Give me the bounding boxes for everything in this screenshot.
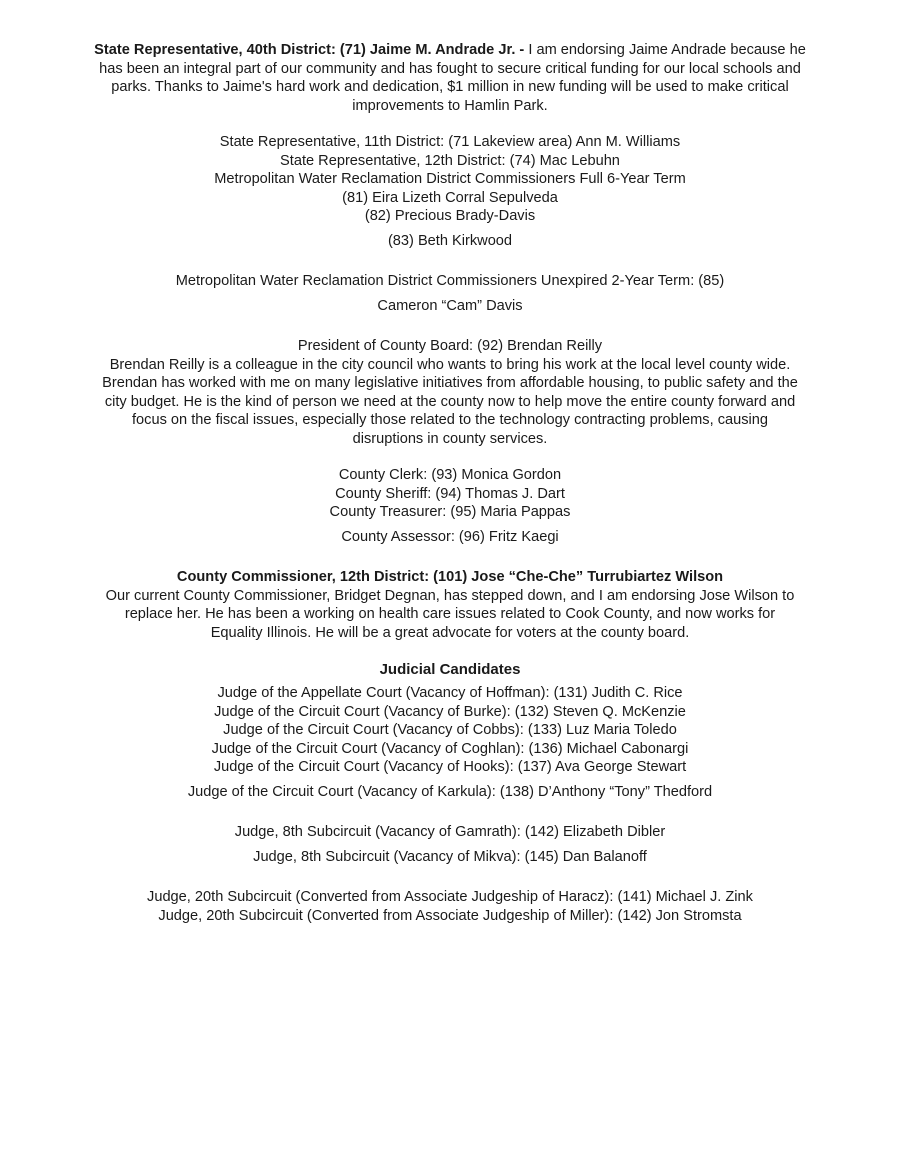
mwrd-unexpired-term [0,272,900,315]
subcircuit-8-mikva: Judge, 8th Subcircuit (Vacancy of Mikva): (145) Dan Balanoff [253,848,647,865]
reilly-text: is a colleague in the city council who wants to bring his work at the local level county wide. Brendan has worked with me on many legislative initiatives from affordable housing, to public safety and the city budget. He is the kind of person we need at the county now to help move the entire county forward and focus on the fiscal issues, especially those related to the technology contracting problems, causing disruptions in county services. [102,356,798,447]
andrade-separator: - [515,42,529,58]
mwrd-unexpired-candidate: Cameron “Cam” Davis [377,297,523,314]
wilson-endorsement [100,568,800,642]
county-clerk-line: County Clerk: (93) Monica Gordon [338,467,562,483]
mwrd-full-term-line: Metropolitan Water Reclamation District Commissioners Full 6-Year Term [214,171,686,187]
reilly-endorsement [95,337,805,448]
state-reps-list [0,133,900,226]
reilly-heading: President of County Board: (92) Brendan Reilly [297,338,603,354]
county-assessor-line: County Assessor: (96) Fritz Kaegi [341,528,559,545]
andrade-text: I am endorsing Jaime Andrade because he has been an integral part of our community and has fought to secure critical funding for our local schools and parks. Thanks to Jaime's hard work and dedication, $1 million in new funding will be used to make critical improvements to Hamlin Park. [99,42,806,114]
judge-line-132: Judge of the Circuit Court (Vacancy of Burke): (132) Steven Q. McKenzie [214,703,686,720]
andrade-endorsement [90,41,810,115]
wilson-text: Our current County Commissioner, Bridget Degnan, has stepped down, and I am endorsing Jose Wilson to replace her. He has been a working on health care issues related to Cook County, and now works for Equality Illinois. He will be a great advocate for voters at the county board. [105,587,795,641]
subcircuit-20-haracz: Judge, 20th Subcircuit (Converted from Associate Judgeship of Haracz): (141) Michael J. Zink [147,889,753,905]
mwrd-candidate-82: (82) Precious Brady-Davis [364,208,536,224]
subcircuit-8-list [0,823,900,866]
judge-line-136: Judge of the Circuit Court (Vacancy of Coghlan): (136) Michael Cabonargi [211,740,689,757]
mwrd-candidate-83: (83) Beth Kirkwood [387,232,513,249]
judicial-heading: Judicial Candidates [379,661,521,678]
state-rep-12-line: State Representative, 12th District: (74) Mac Lebuhn [280,152,620,169]
judicial-list [0,684,900,777]
judge-line-137: Judge of the Circuit Court (Vacancy of Hooks): (137) Ava George Stewart [213,759,687,775]
subcircuit-8-gamrath: Judge, 8th Subcircuit (Vacancy of Gamrath): (142) Elizabeth Dibler [234,824,666,840]
county-treasurer-line: County Treasurer: (95) Maria Pappas [329,504,571,520]
state-rep-11-line: State Representative, 11th District: (71 Lakeview area) Ann M. Williams [219,134,681,150]
county-offices-list [0,466,900,522]
andrade-heading: State Representative, 40th District: (71) Jaime M. Andrade Jr. [94,42,516,58]
judge-line-138: Judge of the Circuit Court (Vacancy of Karkula): (138) D’Anthony “Tony” Thedford [187,783,713,800]
reilly-lead: Brendan Reilly [109,356,205,373]
mwrd-unexpired-line: Metropolitan Water Reclamation District Commissioners Unexpired 2-Year Term: (85) [175,273,725,289]
mwrd-candidate-81: (81) Eira Lizeth Corral Sepulveda [342,189,558,206]
wilson-heading: County Commissioner, 12th District: (101) Jose “Che-Che” Turrubiartez Wilson [176,569,724,585]
subcircuit-20-list [0,888,900,925]
judge-line-133: Judge of the Circuit Court (Vacancy of Cobbs): (133) Luz Maria Toledo [223,722,677,738]
county-sheriff-line: County Sheriff: (94) Thomas J. Dart [335,485,565,502]
judge-line-131: Judge of the Appellate Court (Vacancy of Hoffman): (131) Judith C. Rice [217,685,683,701]
subcircuit-20-miller: Judge, 20th Subcircuit (Converted from Associate Judgeship of Miller): (142) Jon Stromsta [158,907,742,924]
